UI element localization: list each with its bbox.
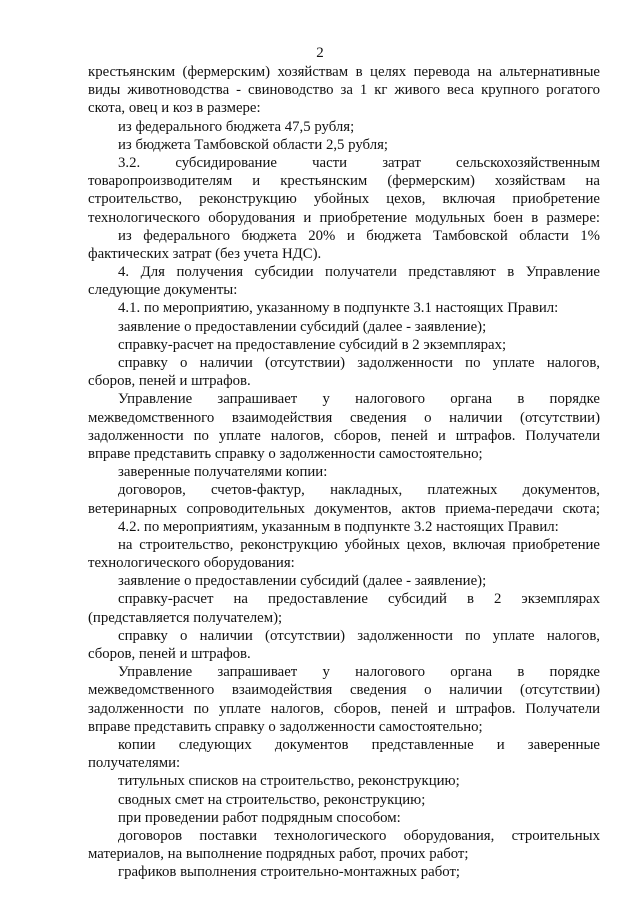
text-line: Управление запрашивает у налогового органа в порядке — [118, 391, 600, 408]
text-line: задолженности по уплате налогов, сборов, пеней и штрафов. Получатели — [88, 427, 600, 444]
text-line: из федерального бюджета 20% и бюджета Тамбовской области 1% — [118, 227, 600, 244]
text-line: 4. Для получения субсидии получатели представляют в Управление — [118, 264, 600, 281]
text-line: справку-расчет на предоставление субсидий в 2 экземплярах — [118, 591, 600, 608]
page-number: 2 — [316, 45, 324, 61]
text-line: получателями: — [88, 755, 181, 772]
text-line: сборов, пеней и штрафов. — [88, 646, 251, 662]
text-line: виды животноводства - свиноводство за 1 кг живого веса крупного рогатого — [88, 82, 600, 99]
text-line: договоров поставки технологического оборудования, строительных — [118, 827, 600, 844]
text-line: справку о наличии (отсутствии) задолженности по уплате налогов, — [118, 627, 600, 644]
document-body — [88, 63, 600, 881]
text-line: технологического оборудования: — [88, 555, 295, 572]
text-line: межведомственного взаимодействия сведения о наличии (отсутствии) — [88, 409, 600, 426]
text-line: вправе представить справку о задолженности самостоятельно; — [88, 718, 483, 735]
text-line: титульных списков на строительство, реконструкцию; — [118, 773, 460, 790]
text-line: 3.2. субсидирование части затрат сельскохозяйственным — [118, 154, 600, 171]
text-line: сводных смет на строительство, реконструкцию; — [118, 791, 426, 808]
text-line: (представляется получателем); — [88, 609, 283, 626]
text-line: технологического оборудования и приобретение модульных боен в размере: — [88, 209, 600, 226]
text-line: заявление о предоставлении субсидий (далее - заявление); — [118, 573, 487, 590]
text-line: на строительство, реконструкцию убойных цехов, включая приобретение — [118, 536, 600, 553]
text-line: материалов, на выполнение подрядных работ, прочих работ; — [88, 846, 469, 863]
text-line: товаропроизводителям и крестьянским (фермерским) хозяйствам на — [88, 173, 600, 190]
text-line: скота, овец и коз в размере: — [88, 100, 261, 117]
text-line: из бюджета Тамбовской области 2,5 рубля; — [118, 136, 389, 153]
text-line: ветеринарных сопроводительных документов, актов приема-передачи скота; — [88, 500, 600, 517]
text-line: копии следующих документов представленные и заверенные — [118, 736, 600, 753]
text-line: 4.1. по мероприятию, указанному в подпункте 3.1 настоящих Правил: — [118, 300, 559, 317]
text-line: заверенные получателями копии: — [118, 464, 328, 481]
text-line: строительство, реконструкцию убойных цехов, включая приобретение — [88, 191, 600, 208]
text-line: справку-расчет на предоставление субсидий в 2 экземплярах; — [118, 336, 507, 353]
text-line: графиков выполнения строительно-монтажных работ; — [118, 864, 461, 881]
text-line: Управление запрашивает у налогового органа в порядке — [118, 664, 600, 681]
text-line: 4.2. по мероприятиям, указанным в подпункте 3.2 настоящих Правил: — [118, 518, 559, 535]
text-line: договоров, счетов-фактур, накладных, платежных документов, — [118, 482, 600, 499]
text-line: заявление о предоставлении субсидий (далее - заявление); — [118, 318, 487, 335]
text-line: крестьянским (фермерским) хозяйствам в целях перевода на альтернативные — [88, 64, 600, 80]
text-line: вправе представить справку о задолженности самостоятельно; — [88, 445, 483, 462]
text-line: межведомственного взаимодействия сведения о наличии (отсутствии) — [88, 682, 600, 699]
text-line: справку о наличии (отсутствии) задолженности по уплате налогов, — [118, 355, 600, 371]
text-line: при проведении работ подрядным способом: — [118, 809, 401, 826]
text-line: следующие документы: — [88, 282, 238, 299]
text-line: сборов, пеней и штрафов. — [88, 373, 251, 390]
text-line: из федерального бюджета 47,5 рубля; — [118, 118, 355, 135]
text-line: фактических затрат (без учета НДС). — [88, 245, 322, 262]
text-line: задолженности по уплате налогов, сборов, пеней и штрафов. Получатели — [88, 700, 600, 717]
